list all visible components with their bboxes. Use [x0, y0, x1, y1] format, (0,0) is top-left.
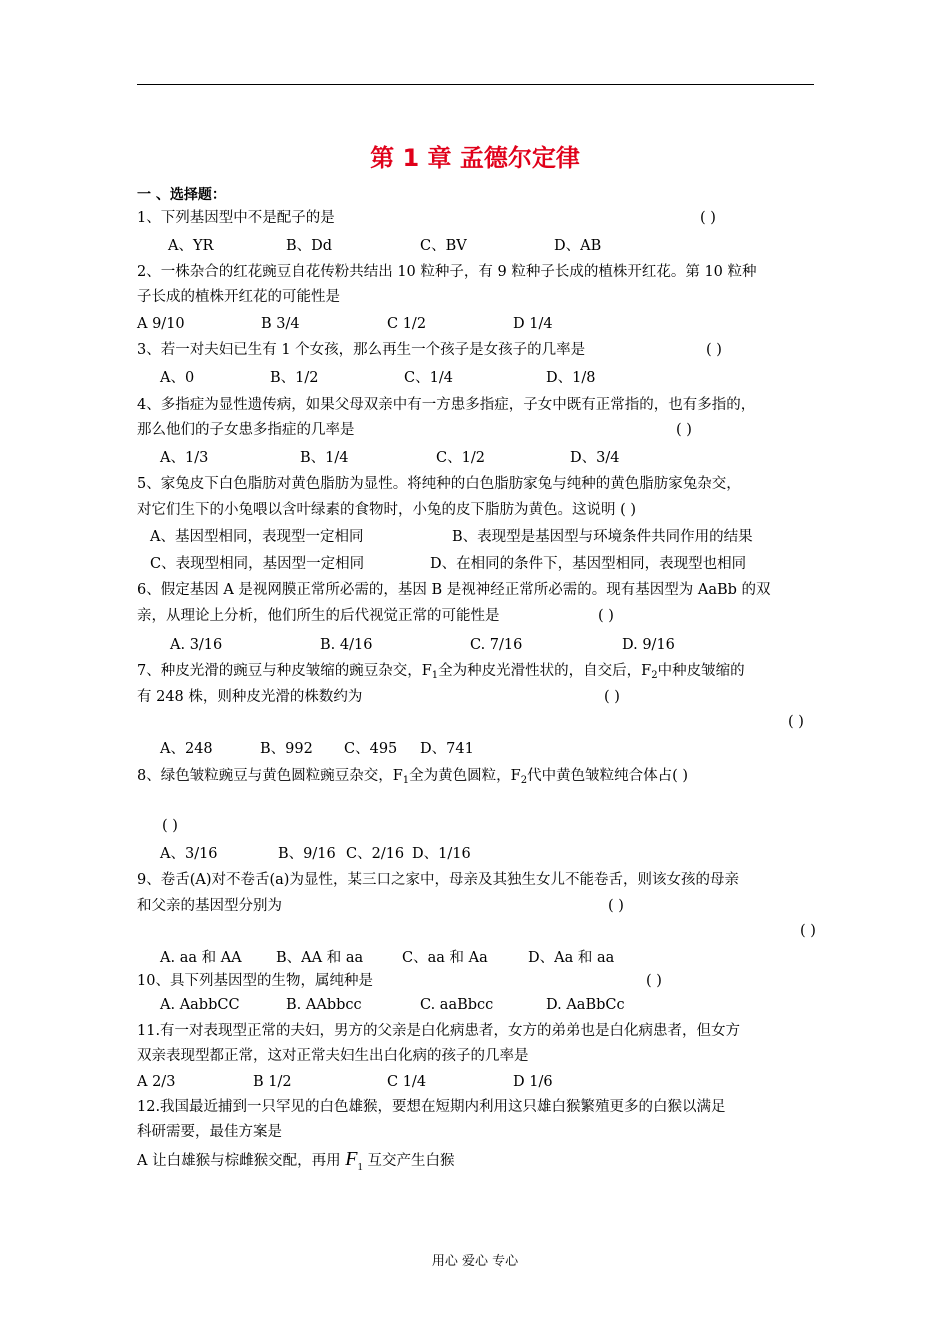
q7-answer-blank-2: ( ) — [788, 714, 804, 730]
q7-answer-blank: ( ) — [604, 689, 620, 705]
option-a: A 9/10 — [137, 316, 185, 332]
option-b: B 1/2 — [253, 1074, 292, 1090]
option-d: D 1/4 — [513, 316, 553, 332]
option-c: C、495 — [344, 741, 398, 757]
option-b: B、1/4 — [300, 450, 349, 466]
q10-stem: 10、具下列基因型的生物，属纯种是 — [137, 973, 373, 989]
text: 全为种皮光滑性状的，自交后，F — [438, 663, 652, 679]
option-c: C 1/2 — [387, 316, 427, 332]
header-rule — [137, 84, 814, 85]
option-c: C、BV — [420, 238, 467, 254]
q1-answer-blank: ( ) — [700, 210, 716, 226]
q9-answer-blank-2: ( ) — [800, 923, 816, 939]
q11-stem-line2: 双亲表现型都正常，这对正常夫妇生出白化病的孩子的几率是 — [137, 1048, 529, 1064]
option-c: C 1/4 — [387, 1074, 427, 1090]
option-b: B. 4/16 — [320, 637, 373, 653]
option-a: A、0 — [160, 370, 195, 386]
q4-stem-line2: 那么他们的子女患多指症的几率是 — [137, 422, 355, 438]
text: 中种皮皱缩的 — [657, 663, 745, 679]
option-d: D. 9/16 — [622, 637, 675, 653]
option-a: A、YR — [168, 238, 214, 254]
subscript: 1 — [357, 1161, 363, 1173]
q9-answer-blank: ( ) — [608, 898, 624, 914]
q7-stem-line1 — [137, 662, 745, 685]
option-a: A 2/3 — [137, 1074, 176, 1090]
q12-stem-line2: 科研需要，最佳方案是 — [137, 1124, 282, 1140]
subscript: 1 — [402, 775, 410, 786]
option-c: C. 7/16 — [470, 637, 523, 653]
text: 互交产生白猴 — [367, 1153, 455, 1169]
section-heading: 一 、选择题： — [137, 187, 226, 203]
option-a: A、基因型相同，表现型一定相同 — [150, 529, 364, 545]
option-b: B 3/4 — [261, 316, 300, 332]
option-b: B、Dd — [286, 238, 333, 254]
q3-stem: 3、若一对夫妇已生有 1 个女孩，那么再生一个孩子是女孩子的几率是 — [137, 342, 586, 358]
option-d: D、741 — [420, 741, 474, 757]
text: F — [345, 1148, 358, 1170]
q4-answer-blank: ( ) — [676, 422, 692, 438]
q5-stem-line1: 5、家兔皮下白色脂肪对黄色脂肪为显性。将纯种的白色脂肪家兔与纯种的黄色脂肪家兔杂交， — [137, 476, 741, 492]
q8-answer-blank: ( ) — [162, 818, 178, 834]
q1-stem: 1、下列基因型中不是配子的是 — [137, 210, 335, 226]
option-d: D、3/4 — [570, 450, 620, 466]
text: 全为黄色圆粒，F — [409, 768, 521, 784]
option-b: B、表现型是基因型与环境条件共同作用的结果 — [452, 529, 753, 545]
page-footer: 用心 爱心 专心 — [431, 1254, 519, 1269]
q6-stem-line1: 6、假定基因 A 是视网膜正常所必需的，基因 B 是视神经正常所必需的。现有基因型为 AaBb 的双 — [137, 582, 771, 598]
subscript: 2 — [651, 670, 658, 681]
q4-stem-line1: 4、多指症为显性遗传病，如果父母双亲中有一方患多指症，子女中既有正常指的，也有多指的， — [137, 397, 756, 413]
q7-stem-line2: 有 248 株，则种皮光滑的株数约为 — [137, 689, 363, 705]
option-d: D、1/8 — [546, 370, 596, 386]
q3-answer-blank: ( ) — [706, 342, 722, 358]
option-d: D 1/6 — [513, 1074, 553, 1090]
option-a: A、1/3 — [160, 450, 209, 466]
f1-symbol — [345, 1148, 363, 1173]
option-c: C、1/4 — [404, 370, 453, 386]
option-c: C. aaBbcc — [420, 997, 494, 1013]
subscript: 2 — [520, 775, 528, 786]
option-a: A. AabbCC — [160, 997, 240, 1013]
q11-stem-line1: 11.有一对表现型正常的夫妇，男方的父亲是白化病患者，女方的弟弟也是白化病患者，但女方 — [137, 1023, 741, 1039]
option-a: A、3/16 — [160, 846, 218, 862]
q10-answer-blank: ( ) — [646, 973, 662, 989]
option-c: C、aa 和 Aa — [402, 950, 488, 966]
q6-stem-line2: 亲，从理论上分析，他们所生的后代视觉正常的可能性是 — [137, 608, 500, 624]
q8-stem — [137, 767, 688, 790]
option-a: A. 3/16 — [170, 637, 223, 653]
option-b: B、AA 和 aa — [276, 950, 364, 966]
q12-stem-line1: 12.我国最近捕到一只罕见的白色雄猴，要想在短期内利用这只雄白猴繁殖更多的白猴以满足 — [137, 1099, 726, 1115]
text: 7、种皮光滑的豌豆与种皮皱缩的豌豆杂交，F — [137, 663, 432, 679]
subscript: 1 — [431, 670, 439, 681]
q2-stem-line1: 2、一株杂合的红花豌豆自花传粉共结出 10 粒种子，有 9 粒种子长成的植株开红花。第 10 粒种 — [137, 264, 757, 280]
option-b: B、1/2 — [270, 370, 319, 386]
option-c: C、1/2 — [436, 450, 485, 466]
option-d: D、在相同的条件下，基因型相同，表现型也相同 — [430, 556, 747, 572]
q5-stem-line2: 对它们生下的小兔喂以含叶绿素的食物时，小兔的皮下脂肪为黄色。这说明 ( ) — [137, 502, 637, 518]
option-b: B、9/16 — [278, 846, 336, 862]
q12-option-a — [137, 1150, 455, 1176]
chapter-title: 第 1 章 孟德尔定律 — [370, 144, 580, 172]
text: A 让白雄猴与棕雌猴交配，再用 — [137, 1153, 341, 1169]
q2-stem-line2: 子长成的植株开红花的可能性是 — [137, 289, 340, 305]
option-d: D、1/16 — [412, 846, 471, 862]
option-d: D、Aa 和 aa — [528, 950, 615, 966]
option-c: C、2/16 — [346, 846, 405, 862]
option-c: C、表现型相同，基因型一定相同 — [150, 556, 365, 572]
q6-answer-blank: ( ) — [598, 608, 614, 624]
q9-stem-line2: 和父亲的基因型分别为 — [137, 898, 282, 914]
option-b: B. AAbbcc — [286, 997, 362, 1013]
option-a: A、248 — [160, 741, 213, 757]
option-a: A. aa 和 AA — [160, 950, 242, 966]
q9-stem-line1: 9、卷舌(A)对不卷舌(a)为显性，某三口之家中，母亲及其独生女儿不能卷舌，则该女孩的母亲 — [137, 872, 739, 888]
text: 8、绿色皱粒豌豆与黄色圆粒豌豆杂交，F — [137, 768, 403, 784]
option-b: B、992 — [260, 741, 313, 757]
option-d: D、AB — [554, 238, 602, 254]
text: 代中黄色皱粒纯合体占( ) — [527, 768, 689, 784]
option-d: D. AaBbCc — [546, 997, 625, 1013]
